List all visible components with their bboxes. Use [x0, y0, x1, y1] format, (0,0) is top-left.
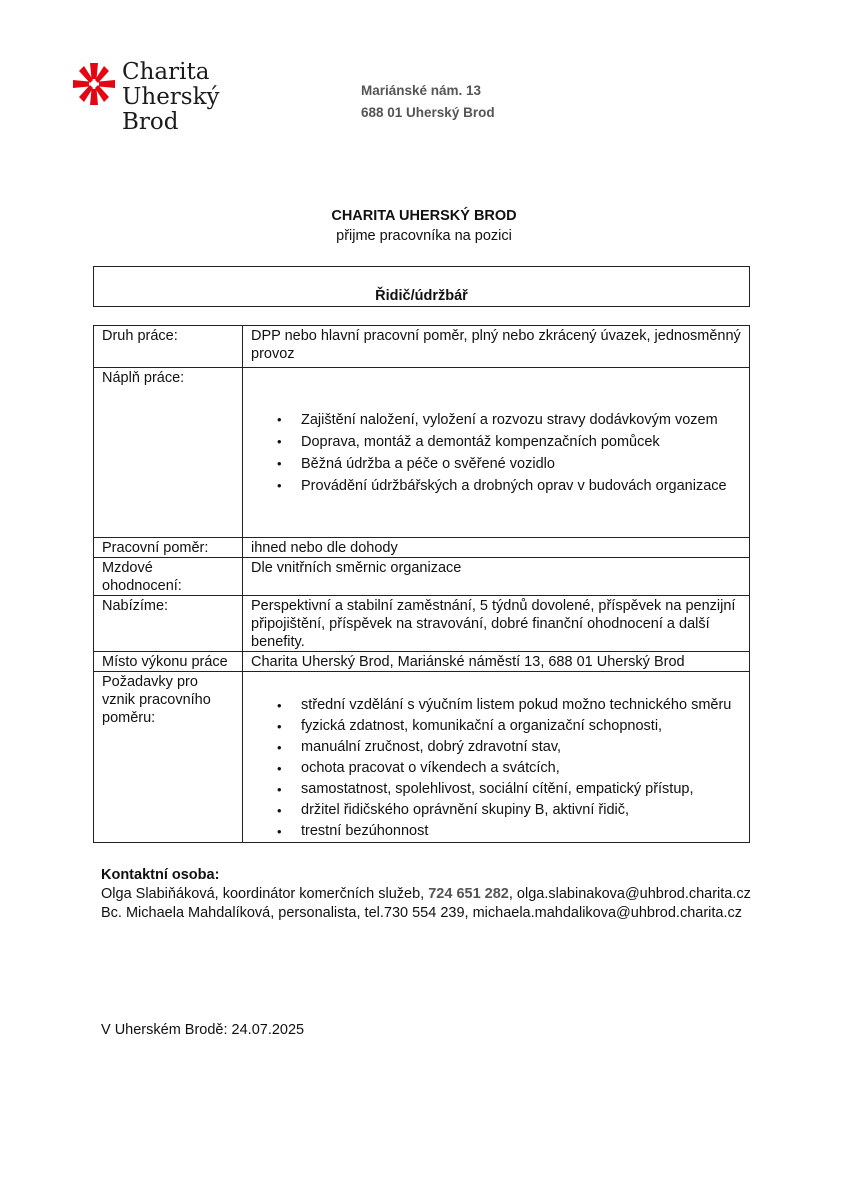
row-pozadavky	[94, 672, 750, 843]
contact-person-1-email[interactable]: , olga.slabinakova@uhbrod.charita.cz	[508, 886, 751, 902]
heading-subtitle: přijme pracovníka na pozici	[336, 228, 512, 244]
contact-person-1-phone[interactable]: 724 651 282	[428, 886, 509, 902]
label-pozadavky: Požadavky pro vznik pracovního poměru:	[94, 672, 243, 843]
list-item: • Zajištění naložení, vyložení a rozvozu stravy dodávkovým vozem	[301, 409, 741, 431]
contact-title: Kontaktní osoba:	[101, 867, 220, 883]
list-item: • ochota pracovat o víkendech a svátcích,	[301, 758, 741, 779]
label-mzdove-ohodnoceni: Mzdové ohodnocení:	[94, 558, 243, 596]
list-item: • trestní bezúhonnost	[301, 821, 741, 842]
value-napln-prace	[243, 368, 750, 538]
address-city: 688 01 Uherský Brod	[361, 105, 495, 120]
list-item: • manuální zručnost, dobrý zdravotní stav,	[301, 737, 741, 758]
value-misto-vykonu: Charita Uherský Brod, Mariánské náměstí 13, 688 01 Uherský Brod	[243, 652, 750, 672]
row-nabizime	[94, 596, 750, 652]
address-street: Mariánské nám. 13	[361, 83, 482, 98]
label-druh-prace: Druh práce:	[94, 326, 243, 368]
contact-person-1-name: Olga Slabiňáková, koordinátor komerčních služeb,	[101, 886, 429, 902]
label-pracovni-pomer: Pracovní poměr:	[94, 538, 243, 558]
row-napln-prace	[94, 368, 750, 538]
position-box	[93, 266, 750, 307]
value-pozadavky	[243, 672, 750, 843]
contact-person-1	[101, 885, 751, 904]
list-item: • Běžná údržba a péče o svěřené vozidlo	[301, 453, 741, 475]
list-item: • samostatnost, spolehlivost, sociální cítění, empatický přístup,	[301, 779, 741, 800]
pozadavky-list	[251, 695, 741, 842]
list-item: • fyzická zdatnost, komunikační a organizační schopnosti,	[301, 716, 741, 737]
row-druh-prace	[94, 326, 750, 368]
napln-list	[251, 409, 741, 497]
list-item: • střední vzdělání s výučním listem pokud možno technického směru	[301, 695, 741, 716]
value-mzdove-ohodnoceni: Dle vnitřních směrnic organizace	[243, 558, 750, 596]
value-nabizime: Perspektivní a stabilní zaměstnání, 5 týdnů dovolené, příspěvek na penzijní připojištění, příspěvek na stravování, dobré finanční ohodnocení a další benefity.	[243, 596, 750, 652]
address-block	[361, 80, 495, 124]
row-mzdove-ohodnoceni	[94, 558, 750, 596]
charita-cross-icon	[72, 62, 116, 106]
logo-line-2: Uherský Brod	[122, 84, 220, 135]
list-item: • Provádění údržbářských a drobných oprav v budovách organizace	[301, 475, 741, 497]
value-druh-prace: DPP nebo hlavní pracovní poměr, plný nebo zkrácený úvazek, jednosměnný provoz	[243, 326, 750, 368]
charita-logo	[72, 59, 282, 135]
date-line: V Uherském Brodě: 24.07.2025	[101, 1022, 305, 1038]
value-pracovni-pomer: ihned nebo dle dohody	[243, 538, 750, 558]
position-title: Řidič/údržbář	[375, 288, 468, 304]
row-misto-vykonu	[94, 652, 750, 672]
label-nabizime: Nabízíme:	[94, 596, 243, 652]
logo-line-1: Charita	[122, 59, 210, 85]
list-item: • Doprava, montáž a demontáž kompenzačních pomůcek	[301, 431, 741, 453]
job-details-table	[93, 325, 750, 843]
row-pracovni-pomer	[94, 538, 750, 558]
list-item: • držitel řidičského oprávnění skupiny B, aktivní řidič,	[301, 800, 741, 821]
label-napln-prace: Náplň práce:	[94, 368, 243, 538]
label-misto-vykonu: Místo výkonu práce	[94, 652, 243, 672]
logo-text	[122, 60, 282, 135]
org-heading: CHARITA UHERSKÝ BROD	[331, 208, 517, 224]
contact-block	[101, 866, 751, 923]
contact-person-2: Bc. Michaela Mahdalíková, personalista, tel.730 554 239, michaela.mahdalikova@uhbrod.charita.cz	[101, 905, 742, 921]
